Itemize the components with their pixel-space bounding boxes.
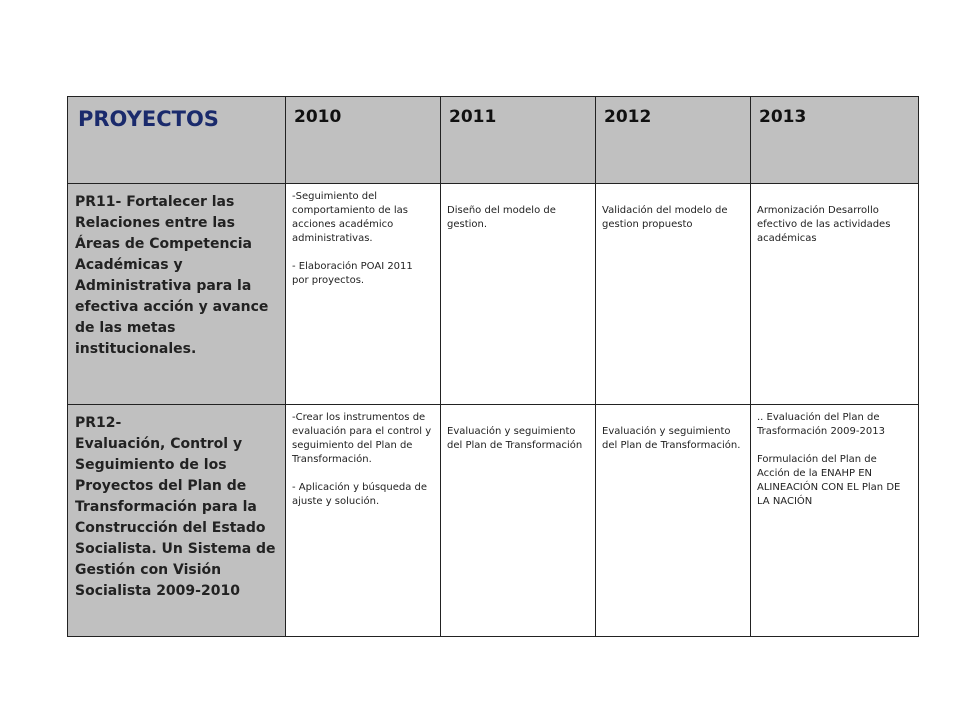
activity-text: Validación del modelo de gestion propuesto <box>602 205 728 230</box>
header-cell-2012 <box>596 97 751 184</box>
header-cell-proyectos <box>68 97 286 184</box>
activity-text: .. Evaluación del Plan de Trasformación 2009-2013 Formulación del Plan de Acción de la ENAHP EN ALINEACIÓN CON EL Plan DE LA NACIÓN <box>757 412 901 507</box>
activity-text: -Crear los instrumentos de evaluación para el control y seguimiento del Plan de Transformación. - Aplicación y búsqueda de ajuste y solución. <box>292 412 432 507</box>
header-2013-label: 2013 <box>759 107 807 127</box>
activity-cell-2013 <box>751 405 919 637</box>
activity-cell-2010 <box>286 184 441 405</box>
activity-cell-2010 <box>286 405 441 637</box>
table-row <box>68 184 919 405</box>
table-row <box>68 405 919 637</box>
activity-text: Evaluación y seguimiento del Plan de Transformación <box>447 426 583 451</box>
activity-text: -Seguimiento del comportamiento de las acciones académico administrativas. - Elaboración POAI 2011 por proyectos. <box>292 191 413 286</box>
header-cell-2011 <box>441 97 596 184</box>
activity-text: Armonización Desarrollo efectivo de las actividades académicas <box>757 205 891 244</box>
projects-table <box>67 96 919 637</box>
activity-cell-2011 <box>441 405 596 637</box>
table-header-row <box>68 97 919 184</box>
header-2010-label: 2010 <box>294 107 342 127</box>
activity-text: Evaluación y seguimiento del Plan de Transformación. <box>602 426 741 451</box>
activity-cell-2012 <box>596 184 751 405</box>
header-cell-2013 <box>751 97 919 184</box>
activity-cell-2013 <box>751 184 919 405</box>
project-cell <box>68 184 286 405</box>
project-cell <box>68 405 286 637</box>
header-2012-label: 2012 <box>604 107 652 127</box>
header-2011-label: 2011 <box>449 107 497 127</box>
project-pr11-text: PR11- Fortalecer las Relaciones entre las Áreas de Competencia Académicas y Administrativa para la efectiva acción y avance de las metas institucionales. <box>75 194 269 357</box>
header-cell-2010 <box>286 97 441 184</box>
header-proyectos-label: PROYECTOS <box>78 107 219 131</box>
activity-text: Diseño del modelo de gestion. <box>447 205 556 230</box>
project-pr12-text: PR12- Evaluación, Control y Seguimiento de los Proyectos del Plan de Transformación para la Construcción del Estado Socialista. Un Sistema de Gestión con Visión Socialista 2009-2010 <box>75 415 276 599</box>
activity-cell-2011 <box>441 184 596 405</box>
activity-cell-2012 <box>596 405 751 637</box>
